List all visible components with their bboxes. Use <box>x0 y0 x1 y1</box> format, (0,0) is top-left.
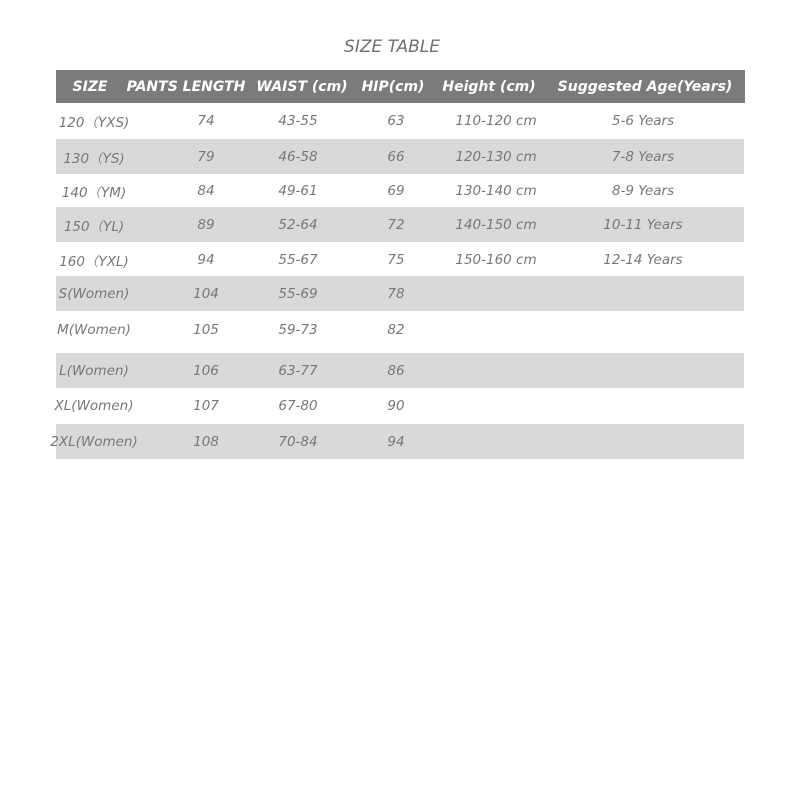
cell-age: 10-11 Years <box>603 216 683 233</box>
table-row <box>56 276 744 311</box>
cell-pants-length: 105 <box>193 321 219 338</box>
cell-waist: 55-69 <box>278 285 318 302</box>
cell-height: 130-140 cm <box>455 182 537 199</box>
cell-size: 160（YXL) <box>59 253 129 270</box>
cell-hip: 69 <box>387 182 405 199</box>
cell-size: 2XL(Women) <box>50 433 138 450</box>
cell-hip: 66 <box>387 148 405 165</box>
cell-hip: 86 <box>387 362 405 379</box>
header-height: Height (cm) <box>442 78 536 95</box>
cell-pants-length: 84 <box>197 182 215 199</box>
cell-size: 140（YM) <box>61 184 127 201</box>
header-hip: HIP(cm) <box>361 78 425 95</box>
cell-height: 110-120 cm <box>455 112 537 129</box>
cell-pants-length: 108 <box>193 433 219 450</box>
cell-hip: 90 <box>387 397 405 414</box>
table-row <box>56 242 744 277</box>
cell-age: 12-14 Years <box>603 251 683 268</box>
cell-age: 8-9 Years <box>611 182 675 199</box>
header-waist: WAIST (cm) <box>256 78 348 95</box>
cell-size: L(Women) <box>59 362 129 379</box>
cell-pants-length: 106 <box>193 362 219 379</box>
page-title: SIZE TABLE <box>344 37 440 57</box>
cell-pants-length: 89 <box>197 216 215 233</box>
table-row <box>56 139 744 174</box>
header-size: SIZE <box>72 78 108 95</box>
cell-waist: 59-73 <box>278 321 318 338</box>
cell-size: M(Women) <box>57 321 131 338</box>
cell-size: 120（YXS) <box>58 114 130 131</box>
cell-size: S(Women) <box>58 285 130 302</box>
cell-pants-length: 107 <box>193 397 219 414</box>
header-pants-length: PANTS LENGTH <box>126 78 246 95</box>
cell-waist: 67-80 <box>278 397 318 414</box>
table-row <box>56 173 744 208</box>
cell-waist: 43-55 <box>278 112 318 129</box>
cell-waist: 70-84 <box>278 433 318 450</box>
cell-hip: 82 <box>387 321 405 338</box>
cell-hip: 78 <box>387 285 405 302</box>
table-row <box>56 388 744 423</box>
table-row <box>56 353 744 388</box>
cell-waist: 52-64 <box>278 216 318 233</box>
cell-pants-length: 104 <box>193 285 219 302</box>
table-row <box>56 207 744 242</box>
cell-height: 140-150 cm <box>455 216 537 233</box>
cell-waist: 63-77 <box>278 362 318 379</box>
cell-age: 5-6 Years <box>611 112 675 129</box>
cell-hip: 75 <box>387 251 405 268</box>
cell-hip: 63 <box>387 112 405 129</box>
table-row <box>56 103 744 138</box>
cell-size: 130（YS) <box>63 150 125 167</box>
cell-height: 120-130 cm <box>455 148 537 165</box>
cell-waist: 46-58 <box>278 148 318 165</box>
cell-size: XL(Women) <box>54 397 134 414</box>
cell-waist: 49-61 <box>278 182 318 199</box>
cell-hip: 94 <box>387 433 405 450</box>
cell-pants-length: 74 <box>197 112 215 129</box>
cell-waist: 55-67 <box>278 251 318 268</box>
cell-height: 150-160 cm <box>455 251 537 268</box>
header-age: Suggested Age(Years) <box>557 78 733 95</box>
table-row <box>50 424 744 459</box>
cell-pants-length: 94 <box>197 251 215 268</box>
cell-pants-length: 79 <box>197 148 215 165</box>
table-row <box>56 312 744 347</box>
table-header <box>56 70 745 103</box>
cell-size: 150（YL) <box>63 218 125 235</box>
cell-hip: 72 <box>387 216 405 233</box>
cell-age: 7-8 Years <box>611 148 675 165</box>
